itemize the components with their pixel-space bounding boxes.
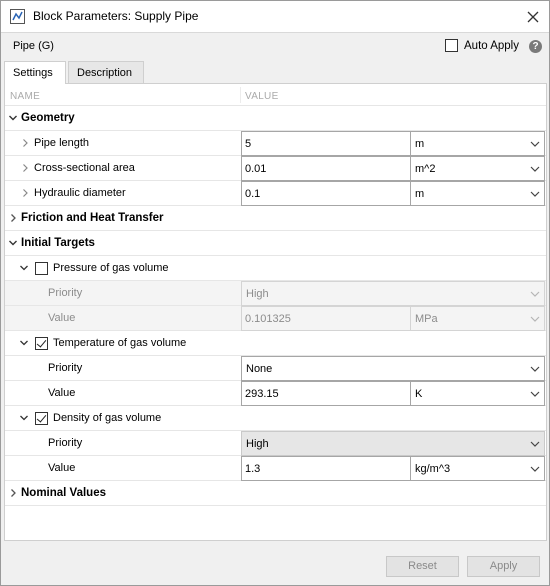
chevron-right-icon[interactable] bbox=[20, 138, 30, 148]
chevron-down-icon bbox=[530, 290, 540, 298]
param-row-pipe-length bbox=[5, 131, 546, 156]
group-label: Initial Targets bbox=[21, 237, 95, 249]
priority-label: Priority bbox=[48, 437, 83, 449]
pipe-length-unit-select[interactable]: m bbox=[410, 131, 545, 156]
chevron-down-icon[interactable] bbox=[19, 338, 29, 348]
value-column-header: VALUE bbox=[245, 91, 279, 102]
density-priority-select[interactable]: High bbox=[241, 431, 545, 456]
chevron-right-icon[interactable] bbox=[20, 188, 30, 198]
settings-panel bbox=[4, 83, 547, 541]
pipe-length-field[interactable]: 5 bbox=[241, 131, 411, 156]
chevron-down-icon bbox=[530, 140, 540, 148]
target-row-density bbox=[5, 406, 546, 431]
priority-label: Priority bbox=[48, 287, 83, 299]
param-row-hydraulic-diameter bbox=[5, 181, 546, 206]
chevron-down-icon bbox=[530, 365, 540, 373]
cross-sectional-area-unit-select[interactable]: m^2 bbox=[410, 156, 545, 181]
hydraulic-diameter-field[interactable]: 0.1 bbox=[241, 181, 411, 206]
chevron-down-icon bbox=[530, 315, 540, 323]
density-value-row bbox=[5, 456, 546, 481]
window-title: Block Parameters: Supply Pipe bbox=[33, 9, 199, 23]
cross-sectional-area-field[interactable]: 0.01 bbox=[241, 156, 411, 181]
chevron-down-icon bbox=[530, 465, 540, 473]
param-label: Cross-sectional area bbox=[34, 162, 135, 174]
chevron-down-icon[interactable] bbox=[19, 413, 29, 423]
target-label: Temperature of gas volume bbox=[53, 337, 187, 349]
pressure-value-field: 0.101325 bbox=[241, 306, 411, 331]
temperature-value-field[interactable]: 293.15 bbox=[241, 381, 411, 406]
group-initial-targets[interactable] bbox=[5, 231, 546, 256]
apply-button[interactable]: Apply bbox=[467, 556, 540, 577]
group-friction-heat-transfer[interactable] bbox=[5, 206, 546, 231]
tab-settings[interactable]: Settings bbox=[4, 61, 66, 84]
auto-apply-toggle[interactable] bbox=[445, 39, 519, 52]
pressure-target-checkbox[interactable] bbox=[35, 262, 48, 275]
close-icon bbox=[527, 11, 539, 23]
temperature-value-row bbox=[5, 381, 546, 406]
column-divider[interactable] bbox=[240, 87, 241, 103]
density-value-field[interactable]: 1.3 bbox=[241, 456, 411, 481]
group-geometry[interactable] bbox=[5, 106, 546, 131]
tab-description[interactable]: Description bbox=[68, 61, 144, 83]
chevron-down-icon bbox=[530, 190, 540, 198]
group-label: Nominal Values bbox=[21, 487, 107, 499]
pressure-value-row bbox=[5, 306, 546, 331]
chevron-right-icon[interactable] bbox=[20, 163, 30, 173]
target-label: Density of gas volume bbox=[53, 412, 162, 424]
priority-label: Priority bbox=[48, 362, 83, 374]
pressure-unit-select: MPa bbox=[410, 306, 545, 331]
group-nominal-values[interactable] bbox=[5, 481, 546, 506]
value-label: Value bbox=[48, 462, 76, 474]
block-header bbox=[1, 32, 549, 59]
temperature-priority-row bbox=[5, 356, 546, 381]
simulink-block-icon bbox=[10, 9, 25, 24]
pressure-priority-row bbox=[5, 281, 546, 306]
chevron-down-icon bbox=[530, 165, 540, 173]
density-target-checkbox[interactable] bbox=[35, 412, 48, 425]
title-bar bbox=[1, 1, 549, 32]
chevron-down-icon[interactable] bbox=[8, 113, 18, 123]
group-label: Friction and Heat Transfer bbox=[21, 212, 164, 224]
chevron-down-icon bbox=[530, 390, 540, 398]
pressure-priority-select: High bbox=[241, 281, 545, 306]
group-label: Geometry bbox=[21, 112, 75, 124]
value-label: Value bbox=[48, 387, 76, 399]
density-priority-row bbox=[5, 431, 546, 456]
value-label: Value bbox=[48, 312, 76, 324]
param-label: Hydraulic diameter bbox=[34, 187, 126, 199]
density-unit-select[interactable]: kg/m^3 bbox=[410, 456, 545, 481]
close-button[interactable] bbox=[517, 1, 549, 32]
block-type-label: Pipe (G) bbox=[13, 40, 54, 52]
chevron-right-icon[interactable] bbox=[8, 488, 18, 498]
param-label: Pipe length bbox=[34, 137, 90, 149]
target-label: Pressure of gas volume bbox=[53, 262, 169, 274]
temperature-priority-select[interactable]: None bbox=[241, 356, 545, 381]
param-row-cross-sectional-area bbox=[5, 156, 546, 181]
temperature-unit-select[interactable]: K bbox=[410, 381, 545, 406]
temperature-target-checkbox[interactable] bbox=[35, 337, 48, 350]
reset-button[interactable]: Reset bbox=[386, 556, 459, 577]
chevron-down-icon[interactable] bbox=[8, 238, 18, 248]
column-header bbox=[5, 84, 546, 106]
chevron-down-icon bbox=[530, 440, 540, 448]
auto-apply-checkbox[interactable] bbox=[445, 39, 458, 52]
target-row-temperature bbox=[5, 331, 546, 356]
chevron-down-icon[interactable] bbox=[19, 263, 29, 273]
help-icon[interactable]: ? bbox=[529, 40, 542, 53]
target-row-pressure bbox=[5, 256, 546, 281]
hydraulic-diameter-unit-select[interactable]: m bbox=[410, 181, 545, 206]
chevron-right-icon[interactable] bbox=[8, 213, 18, 223]
auto-apply-label: Auto Apply bbox=[464, 39, 519, 52]
name-column-header: NAME bbox=[10, 91, 41, 102]
